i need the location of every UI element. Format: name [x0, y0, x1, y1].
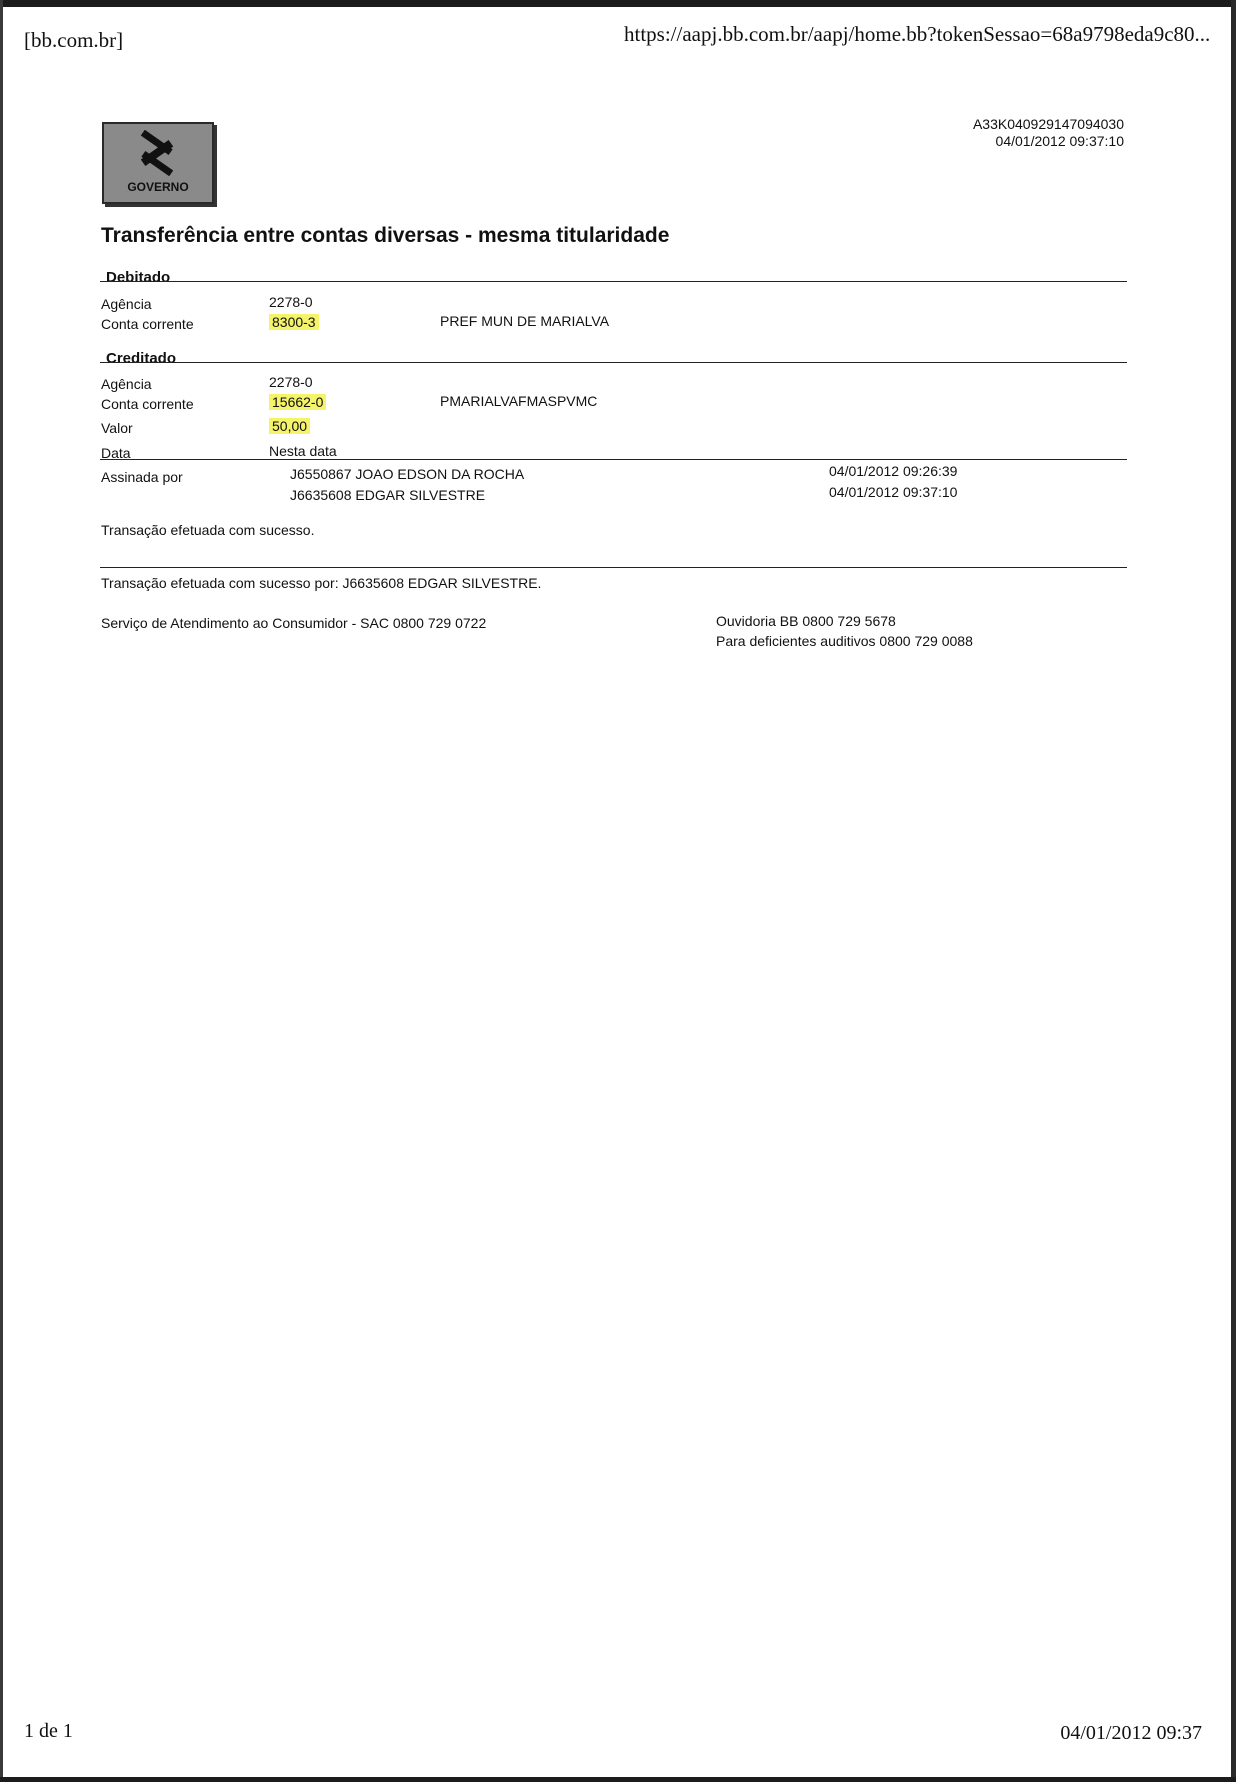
page-counter: 1 de 1: [24, 1720, 73, 1742]
print-header-site: [bb.com.br]: [24, 28, 124, 52]
signer-name: J6550867 JOAO EDSON DA ROCHA: [290, 466, 525, 482]
divider: [100, 281, 1127, 282]
scan-border-left: [0, 0, 3, 1782]
credit-agencia-label: Agência: [101, 376, 152, 392]
signer-time: 04/01/2012 09:37:10: [829, 484, 958, 500]
document-meta: [973, 116, 1124, 150]
ouvidoria-contact: [716, 611, 973, 651]
scan-border-right: [1231, 0, 1236, 1782]
scan-border-bottom: [0, 1777, 1236, 1782]
credit-titular: PMARIALVAFMASPVMC: [440, 393, 598, 409]
debit-conta-label: Conta corrente: [101, 316, 194, 332]
assinada-por-label: Assinada por: [101, 469, 183, 485]
valor-label: Valor: [101, 420, 133, 436]
divider: [100, 567, 1127, 568]
page-title: Transferência entre contas diversas - mesma titularidade: [101, 224, 670, 247]
scan-border-top: [0, 0, 1236, 7]
section-creditado-heading: Creditado: [106, 350, 177, 367]
divider: [100, 362, 1127, 363]
debit-agencia-value: 2278-0: [269, 294, 313, 310]
bank-logo: [102, 122, 214, 204]
credit-agencia-value: 2278-0: [269, 374, 313, 390]
divider: [100, 459, 1127, 460]
signer-time: 04/01/2012 09:26:39: [829, 463, 958, 479]
debit-titular: PREF MUN DE MARIALVA: [440, 313, 610, 329]
bb-logo-icon: [134, 130, 180, 176]
final-status-message: Transação efetuada com sucesso por: J6635608 EDGAR SILVESTRE.: [101, 575, 542, 591]
valor-amount: 50,00: [269, 418, 310, 434]
logo-label: GOVERNO: [127, 180, 189, 194]
print-datetime: 04/01/2012 09:37: [1060, 1722, 1202, 1744]
sac-contact: Serviço de Atendimento ao Consumidor - SAC 0800 729 0722: [101, 615, 487, 631]
deficientes-phone: Para deficientes auditivos 0800 729 0088: [716, 633, 973, 649]
credit-conta-label: Conta corrente: [101, 396, 194, 412]
debit-agencia-label: Agência: [101, 296, 152, 312]
data-label: Data: [101, 445, 131, 461]
authentication-code: A33K040929147094030: [972, 116, 1124, 132]
document-timestamp: 04/01/2012 09:37:10: [995, 133, 1124, 149]
print-header-url[interactable]: https://aapj.bb.com.br/aapj/home.bb?tokenSessao=68a9798eda9c80...: [624, 22, 1211, 46]
status-message: Transação efetuada com sucesso.: [101, 522, 315, 538]
section-debitado-heading: Debitado: [106, 269, 171, 286]
debit-conta-value: 8300-3: [269, 314, 319, 330]
ouvidoria-phone: Ouvidoria BB 0800 729 5678: [716, 613, 896, 629]
signer-name: J6635608 EDGAR SILVESTRE: [290, 487, 486, 503]
credit-conta-value: 15662-0: [269, 394, 326, 410]
data-value: Nesta data: [269, 443, 337, 459]
